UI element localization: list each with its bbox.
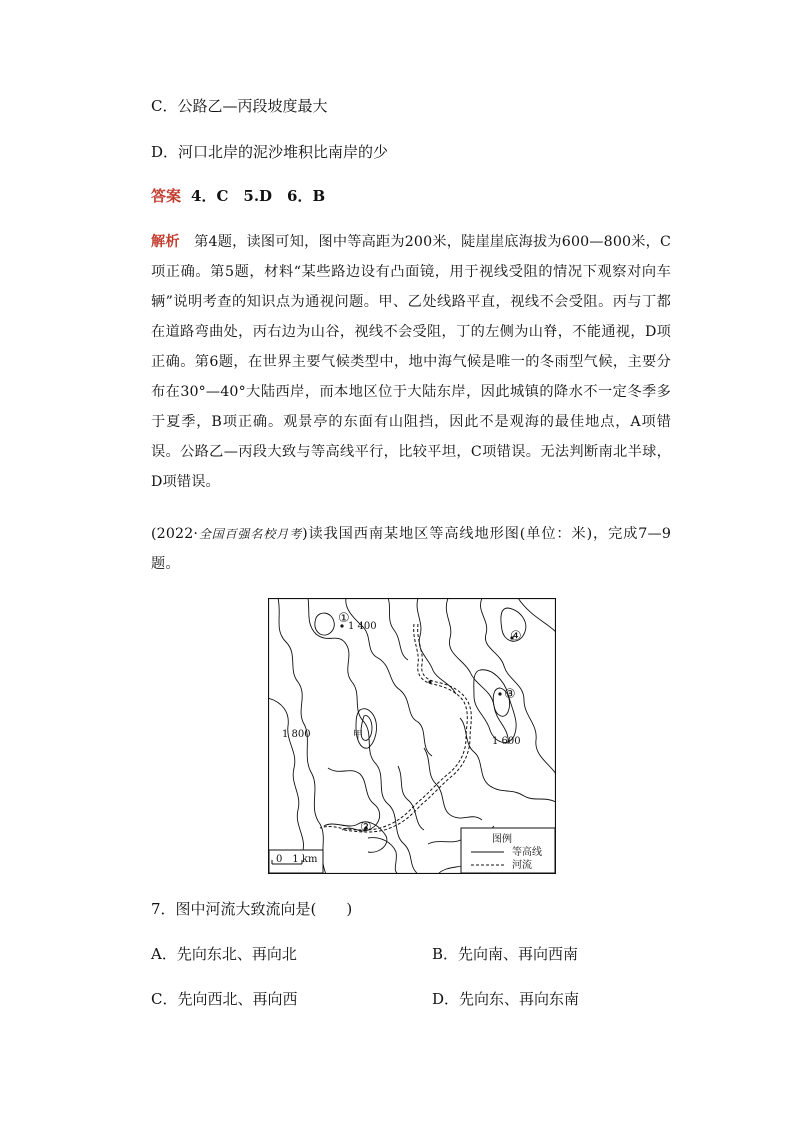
intro-paragraph [151, 519, 671, 579]
answer-label: 答案 [151, 187, 182, 205]
intro-prefix: (2022· [151, 526, 199, 542]
legend-contour: 等高线 [512, 847, 542, 858]
option-c: C．先向西北、再向西 [151, 990, 298, 1008]
label-1400: 1 400 [348, 621, 377, 632]
label-1800: 1 800 [282, 729, 311, 740]
label-jia: 甲 [353, 730, 363, 741]
marker-2: ② [360, 820, 372, 835]
marker-4: ④ [510, 629, 522, 644]
legend [461, 828, 555, 873]
option-c-prev: C．公路乙—丙段坡度最大 [151, 97, 328, 115]
option-a: A．先向东北、再向北 [151, 945, 297, 963]
analysis-text: 第4题，读图可知，图中等高距为200米，陡崖崖底海拔为600—800米，C项正确。第5题，材料“某些路边设有凸面镜，用于视线受阻的情况下观察对向车辆”说明考查的知识点为通视问题。甲、乙处线路平直，视线不会受阻。丙与丁都在道路弯曲处，丙右边为山谷，视线不会受阻，丁的左侧为山脊，不能通视，D项正确。第6题，在世界主要气候类型中，地中海气候是唯一的冬雨型气候，主要分布在30°—40°大陆西岸，而本地区位于大陆东岸，因此城镇的降水不一定冬季多于夏季，B项正确。观景亭的东面有山阻挡，因此不是观海的最佳地点，A项错误。公路乙—丙段大致与等高线平行，比较平坦，C项错误。无法判断南北半球，D项错误。 [151, 234, 671, 490]
marker-1: ① [338, 611, 350, 626]
label-1600: 1 600 [492, 736, 521, 747]
intro-suffix: )读我国西南某地区等高线地形图(单位：米)，完成7—9题。 [151, 526, 671, 572]
option-d: D．先向东、再向东南 [432, 990, 580, 1008]
answer-line [151, 186, 325, 206]
scale-bar [269, 850, 323, 873]
analysis-label: 解析 [151, 234, 180, 250]
question-7-stem: 7．图中河流大致流向是( ) [151, 900, 353, 918]
marker-3: ③ [504, 687, 516, 702]
contour-map [268, 598, 556, 874]
intro-source: 全国百强名校月考 [198, 527, 303, 541]
scale-text: 0 1 km [276, 854, 318, 865]
legend-title: 图例 [492, 834, 512, 845]
analysis-paragraph [151, 227, 671, 497]
option-b: B．先向南、再向西南 [432, 945, 579, 963]
legend-river: 河流 [512, 860, 532, 871]
option-d-prev: D．河口北岸的泥沙堆积比南岸的少 [151, 143, 389, 161]
answer-text: 4．C 5.D 6．B [191, 187, 326, 205]
